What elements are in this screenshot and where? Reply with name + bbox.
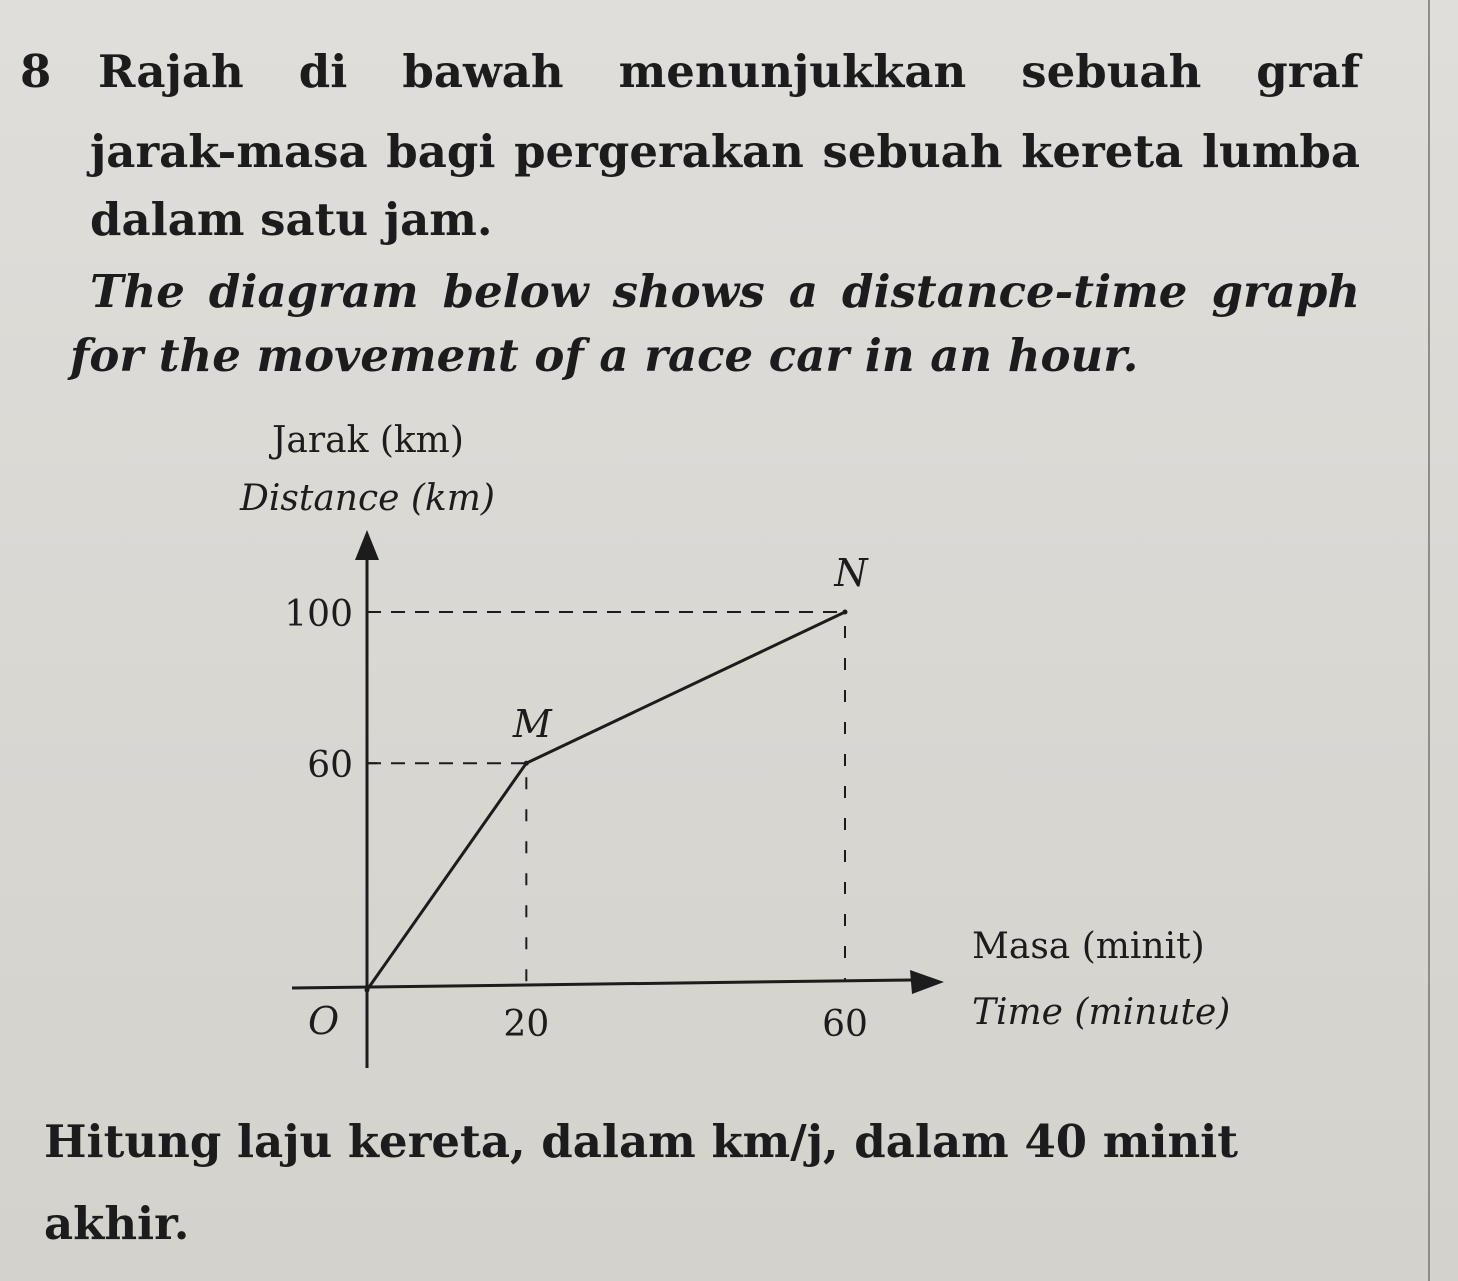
series-line [367, 612, 845, 990]
x-axis-label-english: Time (minute) [972, 992, 1231, 1033]
y-axis-label-english: Distance (km) [240, 478, 495, 519]
x-tick-label-20: 20 [503, 1004, 550, 1045]
plot-area [284, 530, 944, 1068]
question-malay-line-2: jarak-masa bagi pergerakan sebuah kereta lumba [90, 125, 1360, 178]
question-english-line-2: for the movement of a race car in an hour. [70, 329, 1139, 382]
task-line-1: Hitung laju kereta, dalam km/j, dalam 40 minit [44, 1115, 1239, 1168]
point-label-M: M [512, 702, 552, 747]
question-malay-line-1: Rajah di bawah menunjukkan sebuah graf [98, 45, 1360, 98]
data-point-2 [843, 610, 848, 615]
x-axis [292, 980, 912, 988]
question-number: 8 [20, 45, 52, 98]
x-axis-arrow [910, 970, 944, 994]
data-point-0 [365, 988, 370, 993]
data-point-1 [524, 761, 529, 766]
y-tick-label-100: 100 [284, 594, 353, 635]
y-tick-label-60: 60 [307, 745, 353, 787]
task-line-2: akhir. [44, 1197, 190, 1250]
origin-label: O [308, 999, 340, 1043]
question-english-line-1: The diagram below shows a distance-time graph [90, 265, 1360, 318]
question-malay-line-3: dalam satu jam. [90, 193, 493, 246]
y-axis-arrow [355, 530, 379, 560]
y-axis-label-malay: Jarak (km) [272, 420, 464, 461]
x-axis-label-malay: Masa (minit) [972, 926, 1205, 967]
point-label-N: N [834, 551, 868, 595]
x-tick-label-60: 60 [822, 1004, 868, 1045]
